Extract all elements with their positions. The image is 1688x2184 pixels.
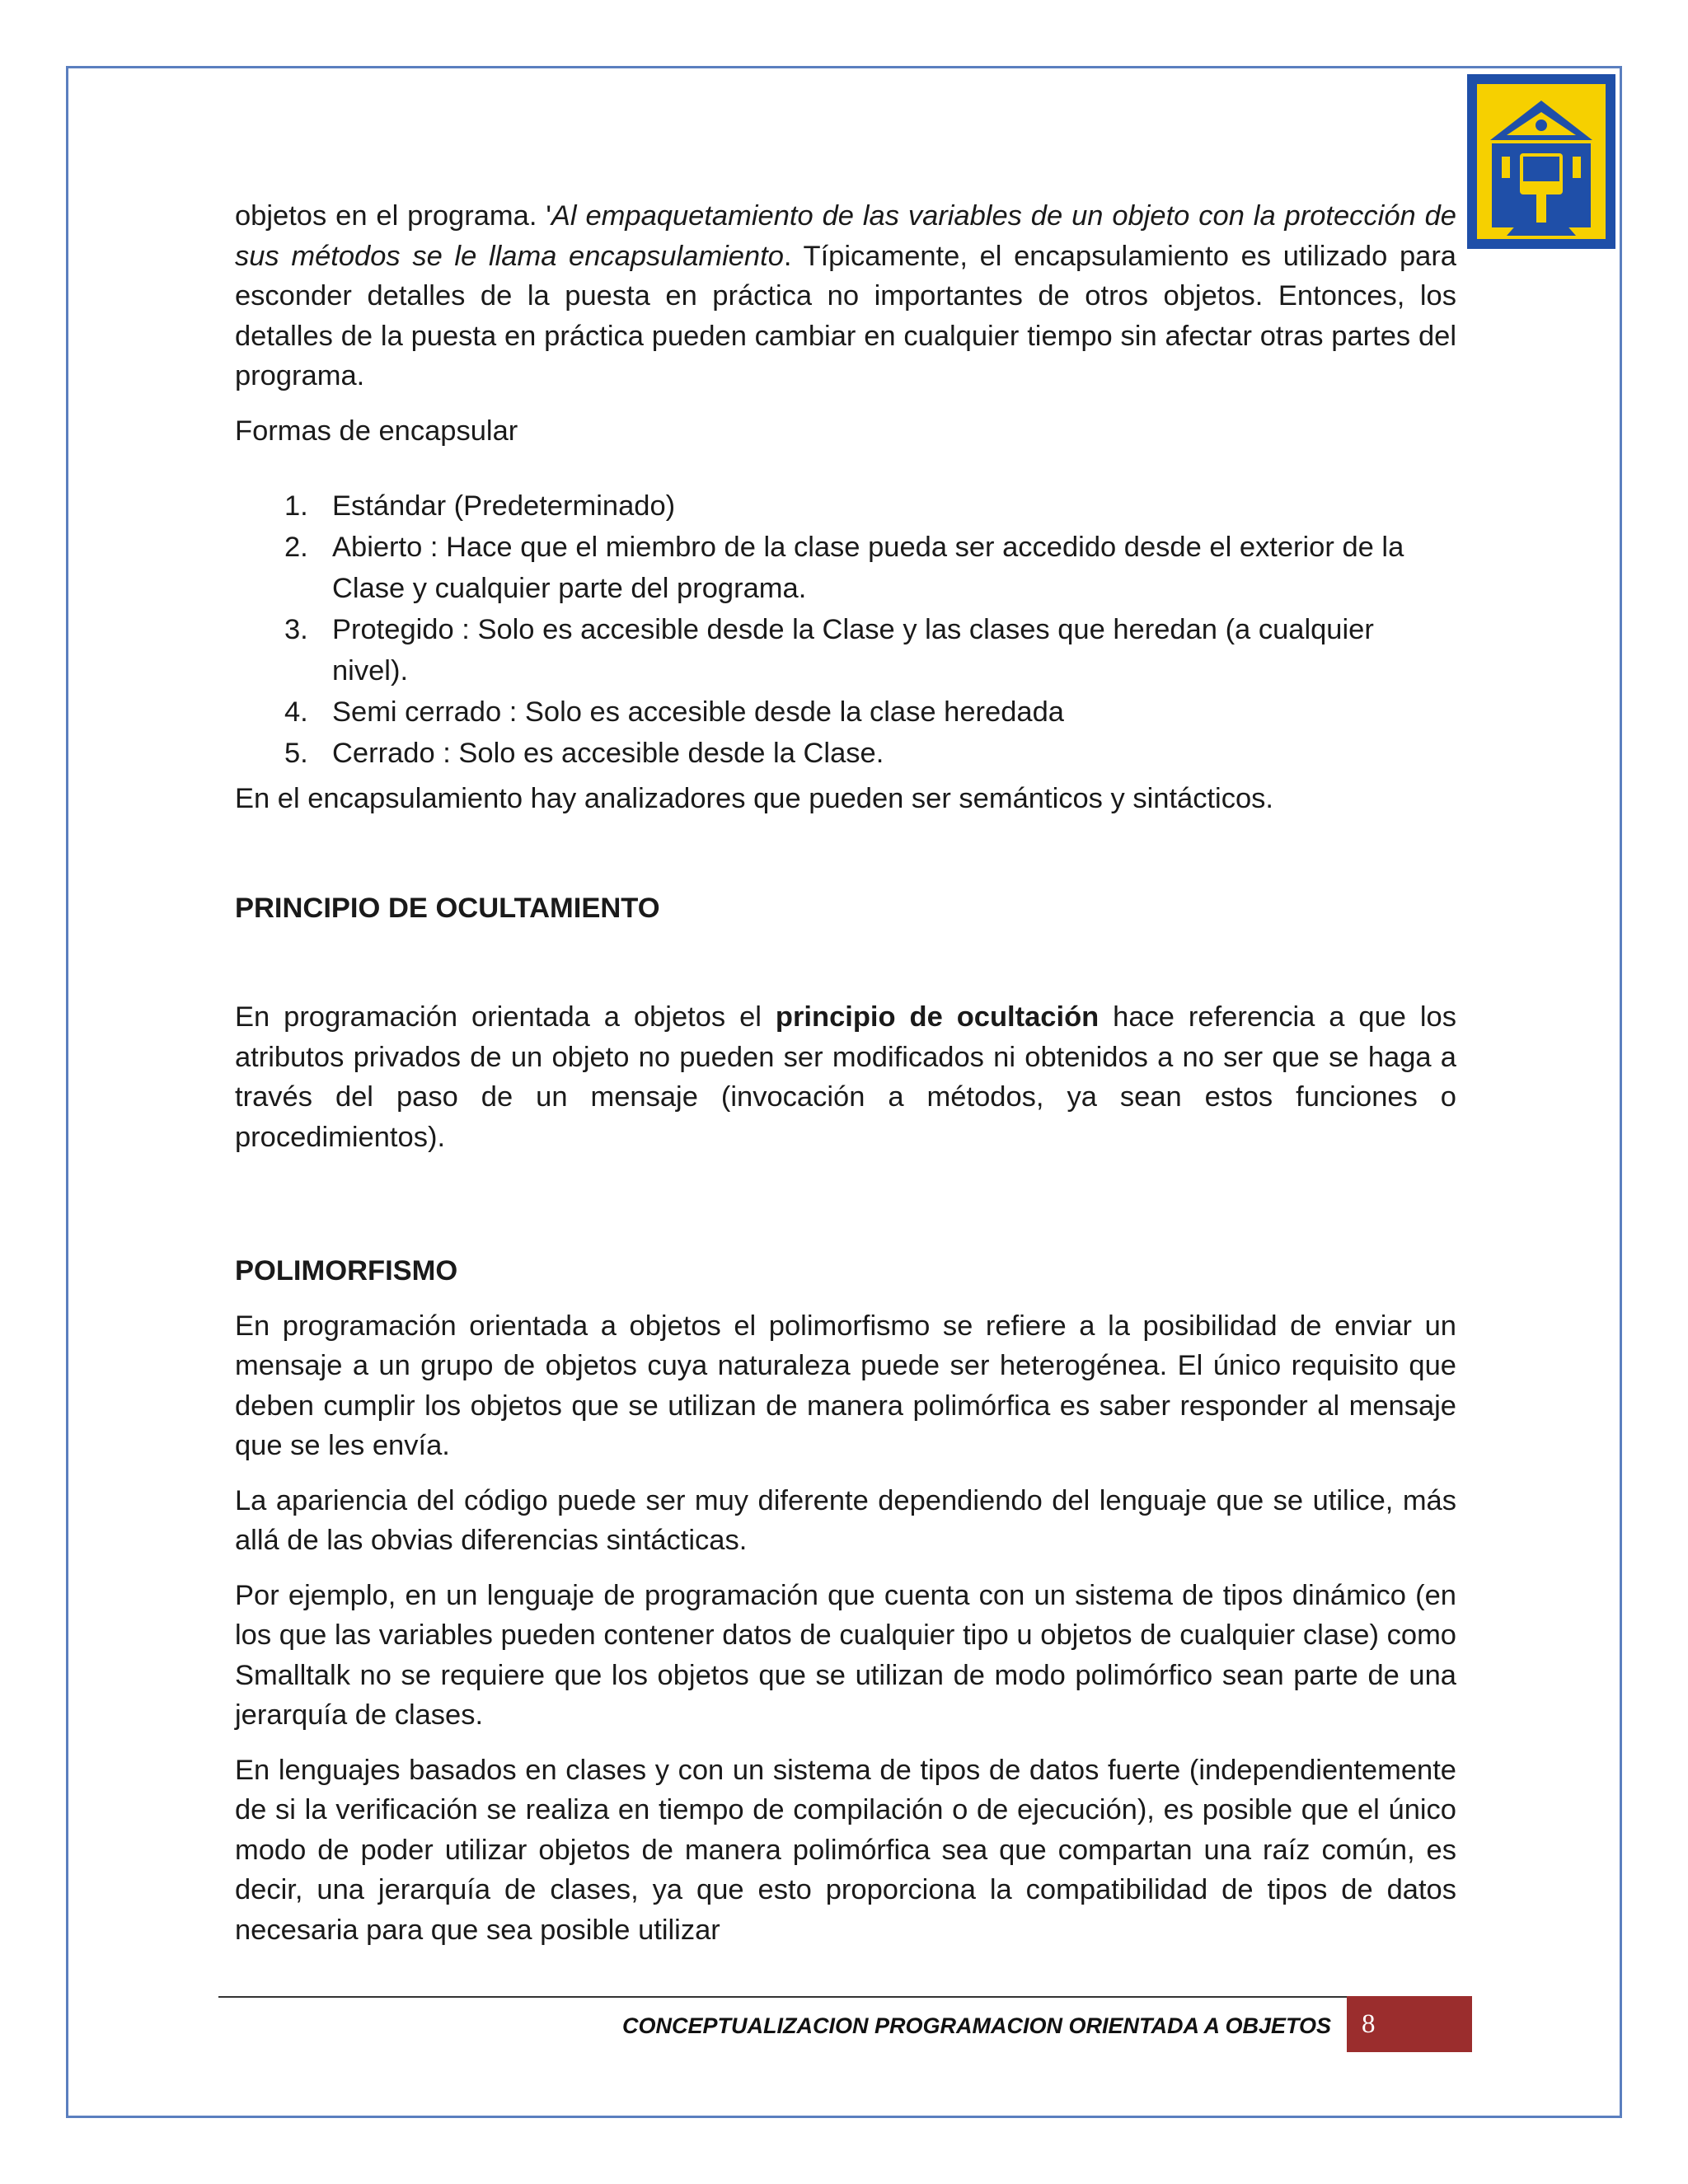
heading-ocultamiento: PRINCIPIO DE OCULTAMIENTO: [235, 892, 660, 924]
ocultamiento-paragraph: [235, 997, 1456, 1157]
encapsulation-note: En el encapsulamiento hay analizadores que pueden ser semánticos y sintácticos.: [235, 783, 1273, 814]
intro-paragraph: [235, 196, 1456, 396]
institution-logo-icon: [1467, 74, 1615, 249]
intro-text-end: . Típicamente, el encapsulamiento es utilizado para esconder detalles de la puesta en práctica no importantes de otros objetos. Entonces, los detalles de la puesta en práctica pueden cambiar en cualquier tiempo sin afectar otras partes del programa.: [235, 240, 1456, 391]
page-number-badge: 8: [1347, 1996, 1472, 2052]
forms-title: Formas de encapsular: [235, 415, 518, 447]
ocultamiento-text-bold: principio de ocultación: [775, 1001, 1100, 1033]
forms-list: [235, 485, 1456, 774]
list-item: [235, 485, 1456, 527]
page-content: [235, 196, 1456, 1950]
list-item-number: 1.: [284, 490, 308, 522]
list-item-text: Cerrado : Solo es accesible desde la Clase.: [332, 738, 884, 769]
list-item-number: 2.: [284, 532, 308, 563]
polimorfismo-paragraph-4: En lenguajes basados en clases y con un sistema de tipos de datos fuerte (independientemente de si la verificación se realiza en tiempo de compilación o de ejecución), es posible que el único modo de poder utilizar objetos de manera polimórfica sea que compartan una raíz común, es decir, una jerarquía de clases, ya que esto proporciona la compatibilidad de tipos de datos necesaria para que sea posible utilizar: [235, 1754, 1456, 1946]
list-item-text: Protegido : Solo es accesible desde la Clase y las clases que heredan (a cualquier nivel).: [332, 614, 1374, 687]
list-item: [235, 691, 1456, 733]
footer-title: CONCEPTUALIZACION PROGRAMACION ORIENTADA A OBJETOS: [621, 2013, 1331, 2038]
intro-text-start: objetos en el programa. ': [235, 200, 551, 232]
list-item-number: 5.: [284, 738, 308, 769]
list-item-text: Semi cerrado : Solo es accesible desde la clase heredada: [332, 696, 1064, 728]
polimorfismo-paragraph-2: La apariencia del código puede ser muy diferente dependiendo del lenguaje que se utilice, más allá de las obvias diferencias sintácticas.: [235, 1484, 1456, 1556]
footer-divider: [218, 1996, 1348, 1998]
polimorfismo-paragraph-3: Por ejemplo, en un lenguaje de programación que cuenta con un sistema de tipos dinámico (en los que las variables pueden contener datos de cualquier tipo u objetos de cualquier clase) como Smalltalk no se requiere que los objetos que se utilizan de modo polimórfico sean parte de una jerarquía de clases.: [235, 1579, 1456, 1731]
list-item: [235, 527, 1456, 609]
list-item: [235, 733, 1456, 774]
list-item-text: Estándar (Predeterminado): [332, 490, 676, 522]
ocultamiento-text-start: En programación orientada a objetos el: [235, 1001, 776, 1033]
intro-text-italic: Al empaquetamiento de las variables de un objeto con la protección de sus métodos se le llama encapsulamiento: [235, 200, 1456, 272]
ocultamiento-text-end: hace referencia a que los atributos privados de un objeto no pueden ser modificados ni obtenidos a no ser que se haga a través del paso de un mensaje (invocación a métodos, ya sean estos funciones o procedimientos).: [235, 1001, 1456, 1153]
list-item-number: 4.: [284, 696, 308, 728]
list-item-text: Abierto : Hace que el miembro de la clase pueda ser accedido desde el exterior de la Clase y cualquier parte del programa.: [332, 532, 1404, 604]
list-item: [235, 609, 1456, 691]
heading-polimorfismo: POLIMORFISMO: [235, 1255, 458, 1286]
list-item-number: 3.: [284, 614, 308, 645]
polimorfismo-paragraph-1: En programación orientada a objetos el polimorfismo se refiere a la posibilidad de enviar un mensaje a un grupo de objetos cuya naturaleza puede ser heterogénea. El único requisito que deben cumplir los objetos que se utilizan de manera polimórfica es saber responder al mensaje que se les envía.: [235, 1310, 1456, 1461]
